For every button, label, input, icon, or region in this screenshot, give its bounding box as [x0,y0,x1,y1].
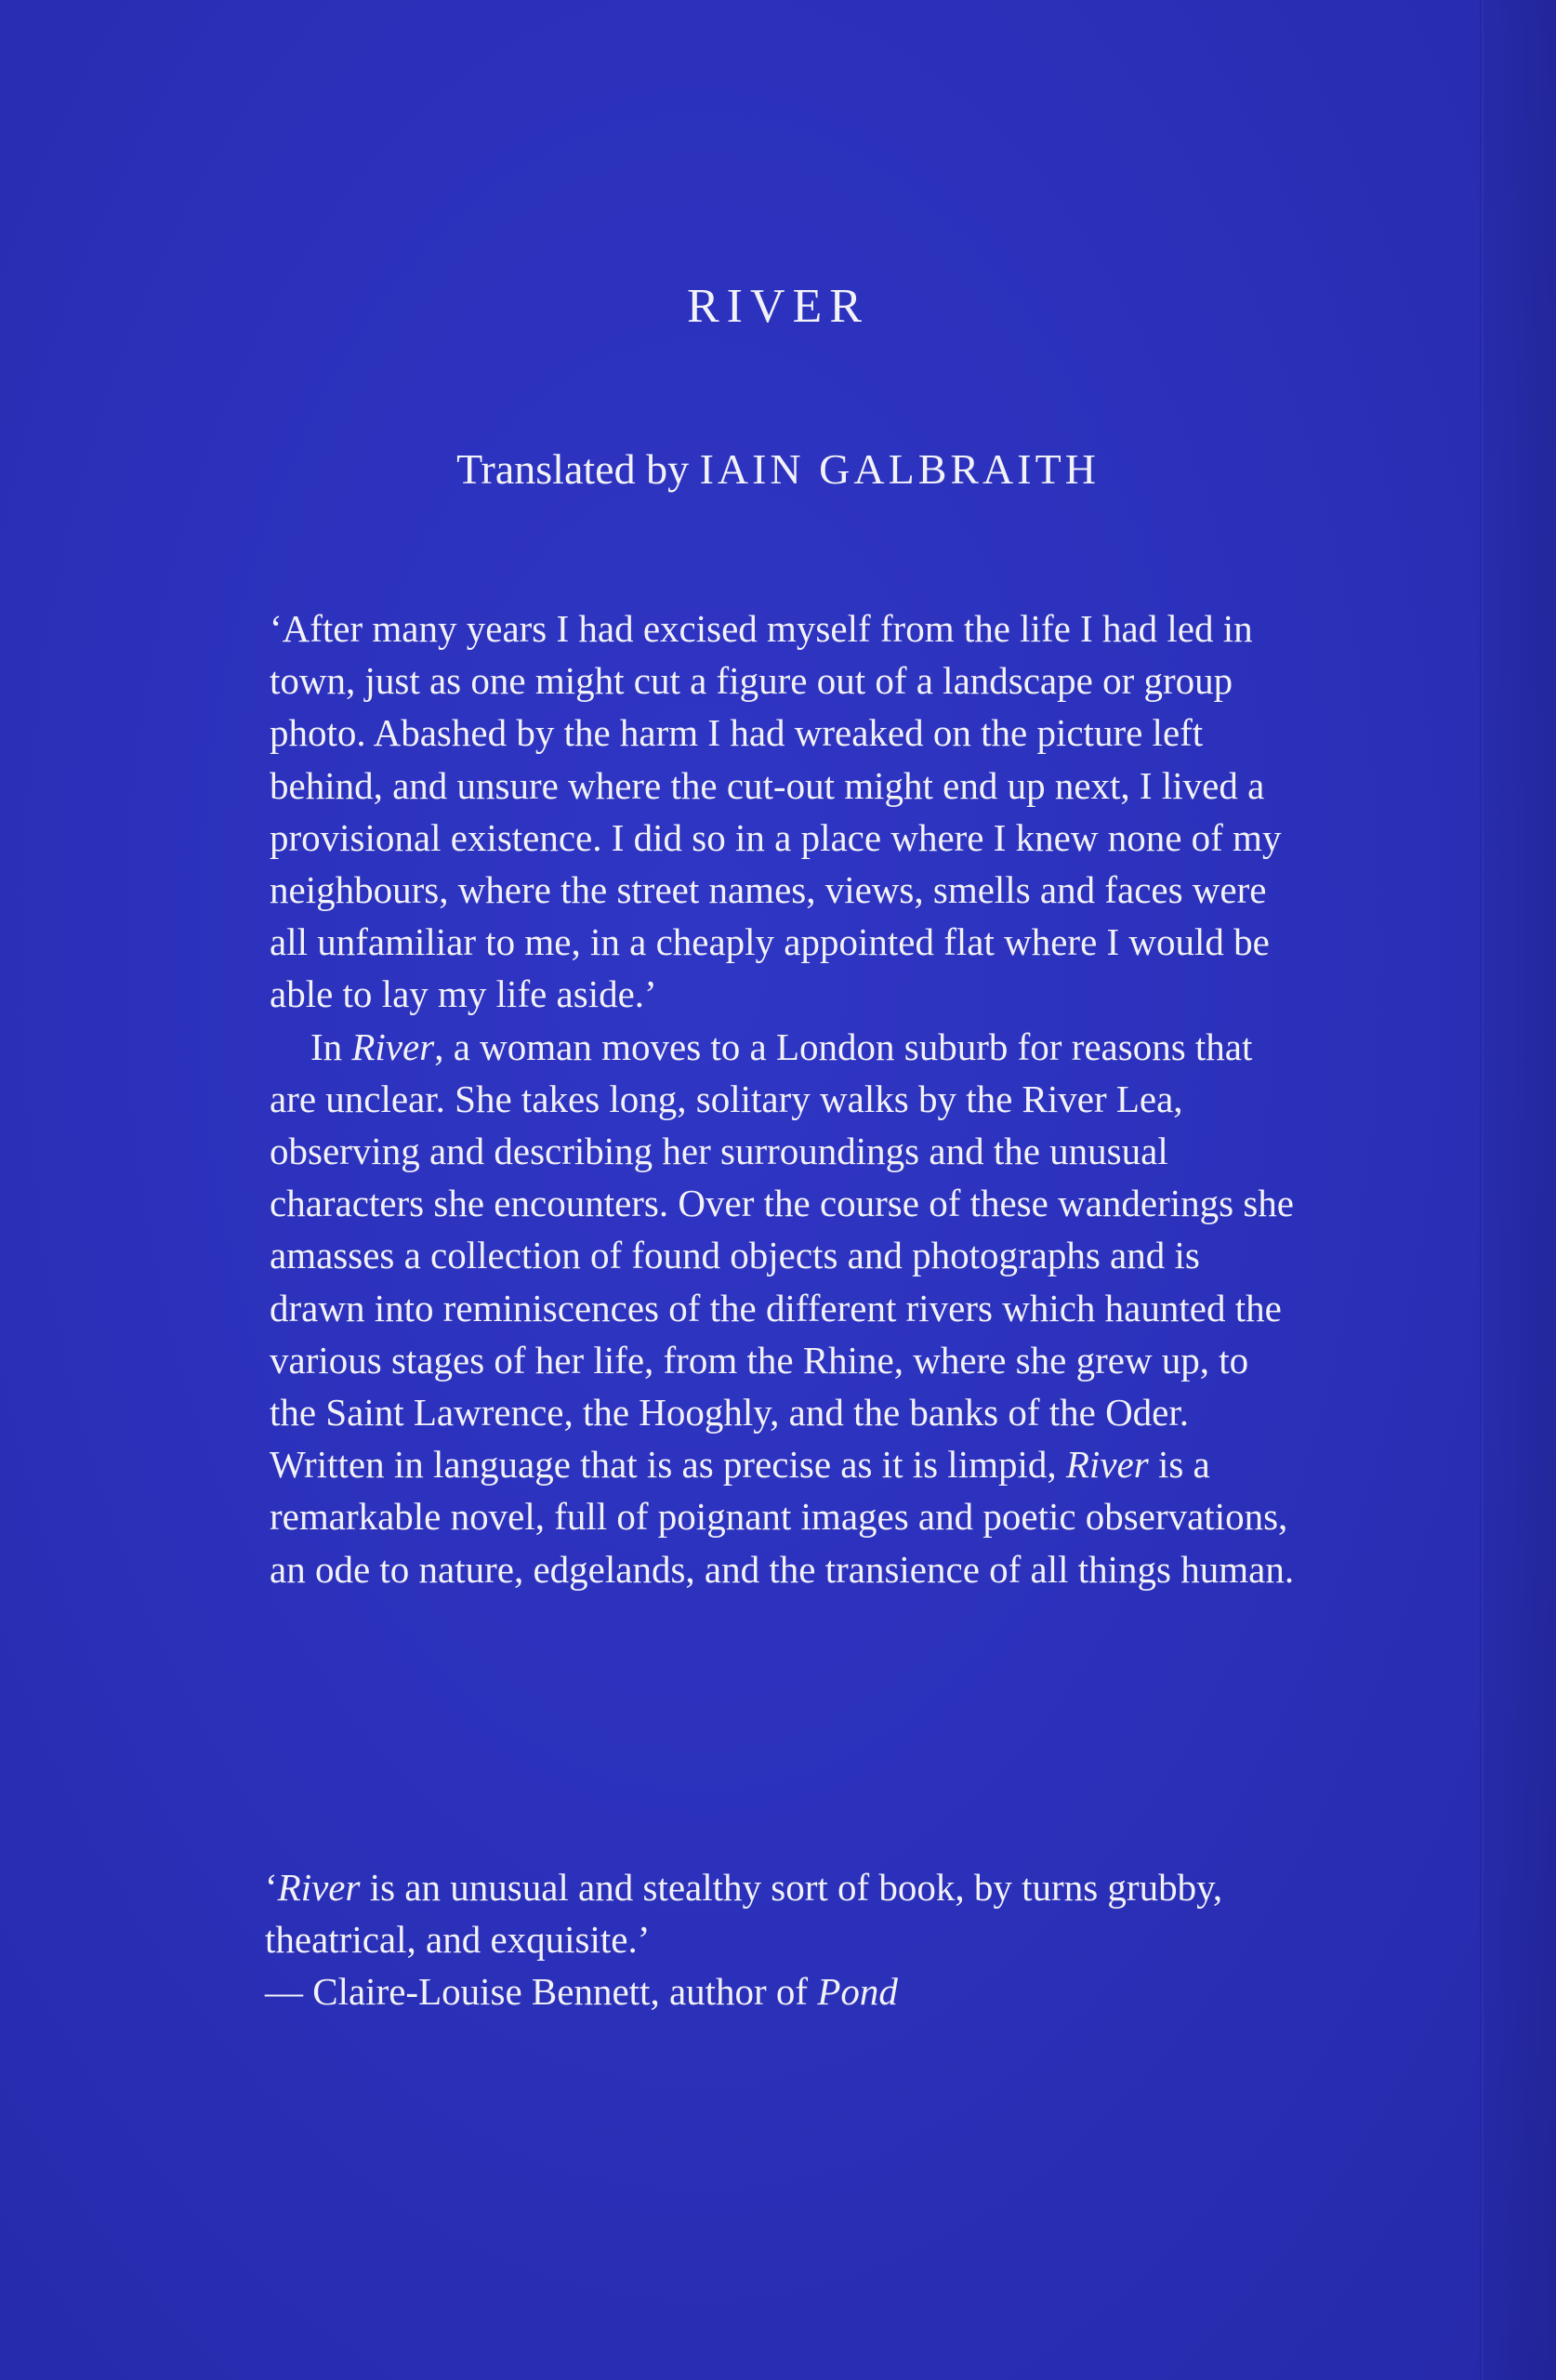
review-open-quote: ‘ [265,1866,278,1909]
spine-edge [1483,0,1556,2380]
review-text [265,1861,1297,1965]
review-attribution-text: — Claire-Louise Bennett, author of [265,1970,809,2014]
book-title: RIVER [687,280,869,333]
translator-name: IAIN GALBRAITH [699,445,1100,493]
description-part1: , a woman moves to a London suburb for reasons that are unclear. She takes long, solitary walks by the River Lea, observing and describing her surroundings and the unusual characters she encounters. Over the course of these wanderings she amasses a collection of found objects and photographs and is drawn into reminiscences of the different rivers which haunted the various stages of her life, from the Rhine, where she grew up, to the Saint Lawrence, the Hooghly, and the banks of the Oder. Written in language that is as precise as it is limpid, [270,1025,1294,1487]
translator-prefix: Translated by [456,445,690,493]
description-part2: is a remarkable novel, full of poignant images and poetic observations, an ode to nature, edgelands, and the transience of all things human. [270,1443,1295,1591]
blurb [270,602,1301,1595]
review-attribution-work: Pond [817,1970,898,2014]
description-title-2: River [1065,1443,1149,1487]
description-in: In [310,1025,343,1068]
translator-credit [0,444,1556,494]
description-paragraph [270,1021,1301,1595]
excerpt-paragraph: ‘After many years I had excised myself from the life I had led in town, just as one might cut a figure out of a landscape or group photo. Abashed by the harm I had wreaked on the picture left behind, and unsure where the cut-out might end up next, I lived a provisional existence. I did so in a place where I knew none of my neighbours, where the street names, views, smells and faces were all unfamiliar to me, in a cheaply appointed flat where I would be able to lay my life aside.’ [270,607,1282,1016]
review-body: is an unusual and stealthy sort of book, by turns grubby, theatrical, and exquisite.’ [265,1866,1223,1962]
description-title: River [351,1025,435,1068]
review-attribution [265,1965,1297,2017]
review-title: River [277,1866,361,1909]
review-quote [265,1861,1297,2018]
